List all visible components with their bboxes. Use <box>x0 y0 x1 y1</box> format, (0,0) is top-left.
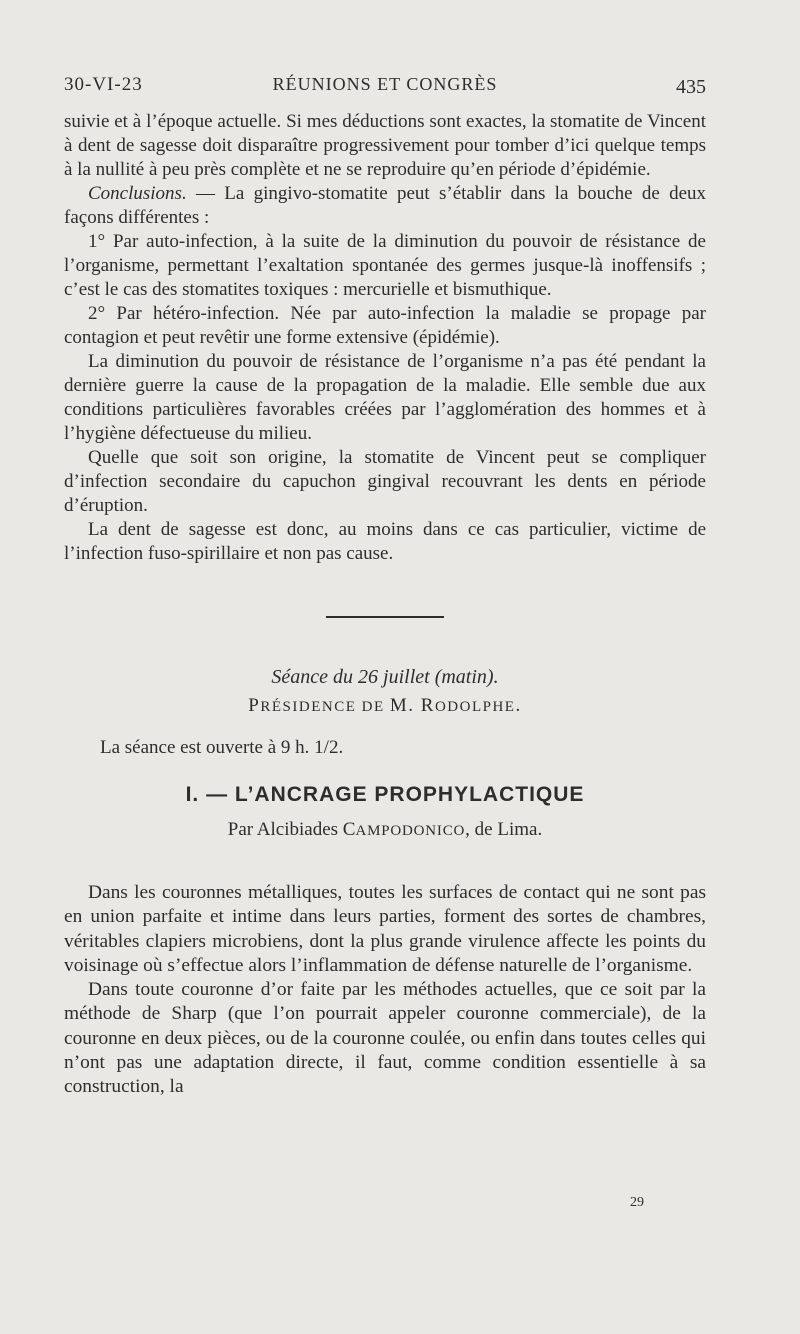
presidence-name-initial: M. R <box>389 695 435 716</box>
author-suffix: , de Lima. <box>465 819 543 840</box>
header-page-number: 435 <box>676 76 706 98</box>
running-header <box>64 70 706 110</box>
conclusions-paragraph <box>64 182 706 230</box>
article-author <box>64 819 706 841</box>
article-title: I. — L’ANCRAGE PROPHYLACTIQUE <box>185 783 585 806</box>
header-date: 30-VI-23 <box>64 74 143 95</box>
previous-article <box>64 110 706 566</box>
diminution-paragraph: La diminution du pouvoir de résistance de l’organisme n’a pas été pendant la dernière guerre la cause de la propagation de la maladie. Elle semble due aux conditions particulières favorables créées par l’agglomération des hommes et à l’hygiène défectueuse du milieu. <box>64 351 706 444</box>
article-paragraph-2: Dans toute couronne d’or faite par les méthodes actuelles, que ce soit par la méthode de Sharp (que l’on pourrait appeler couronne commerciale), de la couronne en deux pièces, ou de la couronne coulée, ou enfin dans toutes celles qui n’ont pas une adaptation directe, il faut, comme condition essentielle à sa construction, la <box>64 979 706 1098</box>
point-2-paragraph: 2° Par hétéro-infection. Née par auto-infection la maladie se propage par contagion et peut revêtir une forme extensive (épidémie). <box>64 303 706 348</box>
origine-paragraph: Quelle que soit son origine, la stomatite de Vincent peut se compliquer d’infection secondaire du capuchon gingival recouvrant les dents en période d’éruption. <box>64 447 706 516</box>
dent-sagesse-paragraph: La dent de sagesse est donc, au moins dans ce cas particulier, victime de l’infection fuso-spirillaire et non pas cause. <box>64 519 706 564</box>
author-prefix: Par Alcibiades C <box>227 819 356 840</box>
presidence-end: . <box>515 695 522 716</box>
signature-mark: 29 <box>630 1195 644 1210</box>
article-body <box>64 881 706 1100</box>
point-1-paragraph: 1° Par auto-infection, à la suite de la diminution du pouvoir de résistance de l’organisme, permettant l’exaltation spontanée des germes jusque-là inoffensifs ; c’est le cas des stomatites toxiques : mercurielle et bismuthique. <box>64 231 706 300</box>
article-paragraph-1: Dans les couronnes métalliques, toutes les surfaces de contact qui ne sont pas en union parfaite et intime dans leurs parties, forment des sortes de chambres, véritables clapiers microbiens, dont la plus grande virulence affecte les points du voisinage où s’effectue alors l’inflammation de défense naturelle de l’organisme. <box>64 882 706 976</box>
presidence-smallcaps: RÉSIDENCE DE <box>260 699 390 715</box>
section-divider <box>326 616 444 618</box>
page <box>64 70 706 1100</box>
conclusions-label: Conclusions. <box>88 183 187 204</box>
continuation-paragraph: suivie et à l’époque actuelle. Si mes déductions sont exactes, la stomatite de Vincent à dent de sagesse doit disparaître progressivement pour tomber d’ici quelque temps à la nullité à peu près complète et ne se reproduire qu’en période d’épidémie. <box>64 111 706 180</box>
author-smallcaps: AMPODONICO <box>355 823 466 839</box>
session-opening: La séance est ouverte à 9 h. 1/2. <box>100 737 344 758</box>
session-presidence <box>64 695 706 717</box>
presidence-initial: P <box>248 695 261 716</box>
conclusions-text: — La gingivo-stomatite peut s’établir dans la bouche de deux façons différentes : <box>64 183 706 228</box>
header-running-title: RÉUNIONS ET CONGRÈS <box>272 74 498 94</box>
presidence-name-smallcaps: ODOLPHE <box>434 699 516 715</box>
session-title: Séance du 26 juillet (matin). <box>271 666 499 688</box>
